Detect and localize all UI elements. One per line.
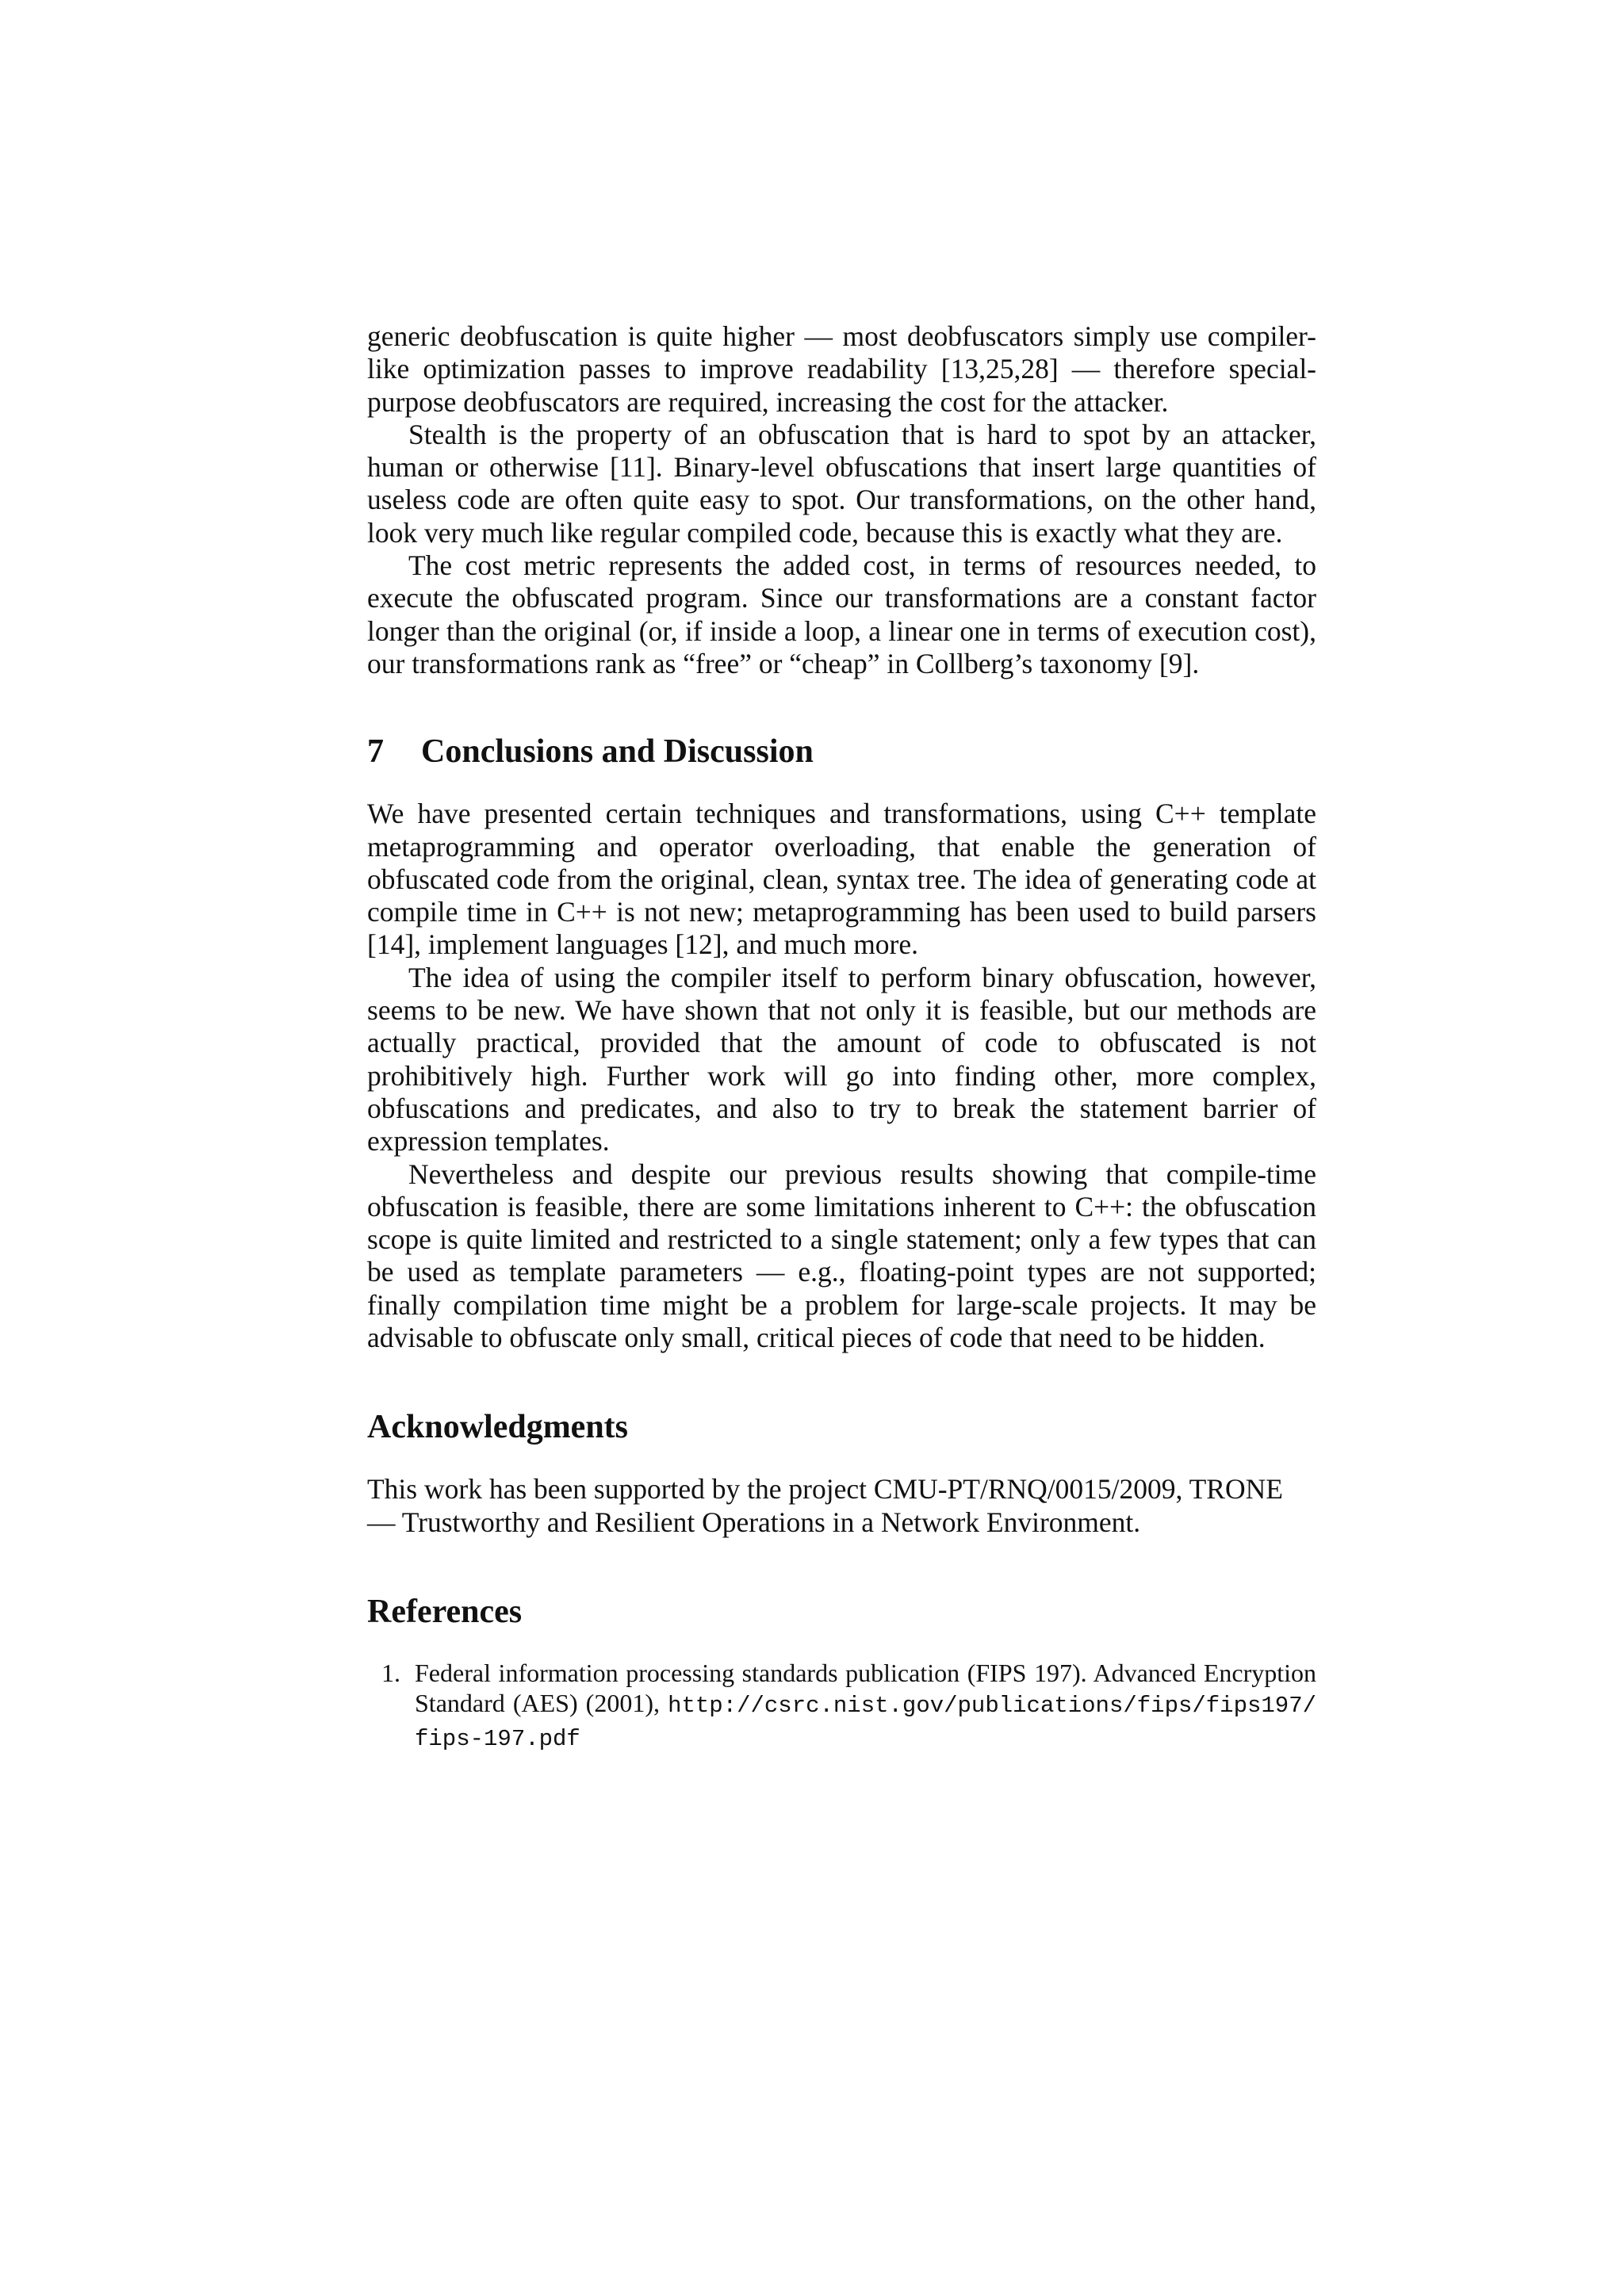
section-heading-conclusions <box>367 733 1316 771</box>
reference-url-link[interactable]: http:/​/​csrc.nist.gov/​publications/​fips/​fips197/​fips-197.pdf <box>415 1692 1316 1752</box>
acknowledgments-paragraph <box>367 1473 1316 1539</box>
conclusions-paragraph-2: The idea of using the compiler itself to perform binary obfuscation, however, seems to be new. We have shown that not only it is feasible, but our methods are actually practical, provided that the amount of code to obfuscated is not prohibitively high. Further work will go into finding other, more complex, obfuscations and predicates, and also to try to break the statement barrier of expression templates. <box>367 961 1316 1158</box>
intro-paragraph-1: generic deobfuscation is quite higher — most deobfuscators simply use compiler-like optimization passes to improve readability [13,25,28] — therefore special-purpose deobfuscators are required, increasing the cost for the attacker. <box>367 320 1316 418</box>
acknowledgments-heading: Acknowledgments <box>367 1409 629 1446</box>
section-title: Conclusions and Discussion <box>421 733 814 771</box>
intro-paragraph-3: The cost metric represents the added cost, in terms of resources needed, to execute the obfuscated program. Since our transformations are a constant factor longer than the original (or, if inside a loop, a linear one in terms of execution cost), our transformations rank as “free” or “cheap” in Collberg’s taxonomy [9]. <box>367 549 1316 679</box>
reference-list <box>367 1658 1316 1755</box>
conclusions-paragraph-3: Nevertheless and despite our previous results showing that compile-time obfuscation is feasible, there are some limitations inherent to C++: the obfuscation scope is quite limited and restricted to a single statement; only a few types that can be used as template parameters — e.g., floating-point types are not supported; finally compilation time might be a problem for large-scale projects. It may be advisable to obfuscate only small, critical pieces of code that need to be hidden. <box>367 1158 1316 1354</box>
intro-paragraph-2: Stealth is the property of an obfuscation that is hard to spot by an attacker, human or otherwise [11]. Binary-level obfuscations that insert large quantities of useless code are often quite easy to spot. Our transformations, on the other hand, look very much like regular compiled code, because this is exactly what they are. <box>367 418 1316 549</box>
section-number: 7 <box>367 733 384 771</box>
references-heading: References <box>367 1593 523 1630</box>
acknowledgments-line-2: — Trustworthy and Resilient Operations in a Network Environment. <box>367 1506 1141 1538</box>
page-body <box>367 320 1316 1755</box>
reference-text: Federal information processing standards publication (FIPS 197). Advanced Encryption Standard (AES) (2001), <box>415 1658 1316 1717</box>
conclusions-paragraph-1: We have presented certain techniques and transformations, using C++ template metaprogramming and operator overloading, that enable the generation of obfuscated code from the original, clean, syntax tree. The idea of generating code at compile time in C++ is not new; metaprogramming has been used to build parsers [14], implement languages [12], and much more. <box>367 798 1316 961</box>
reference-item <box>367 1658 1316 1755</box>
reference-number: 1. <box>381 1658 400 1687</box>
acknowledgments-line-1: This work has been supported by the project CMU-PT/RNQ/0015/2009, TRONE <box>367 1473 1283 1506</box>
